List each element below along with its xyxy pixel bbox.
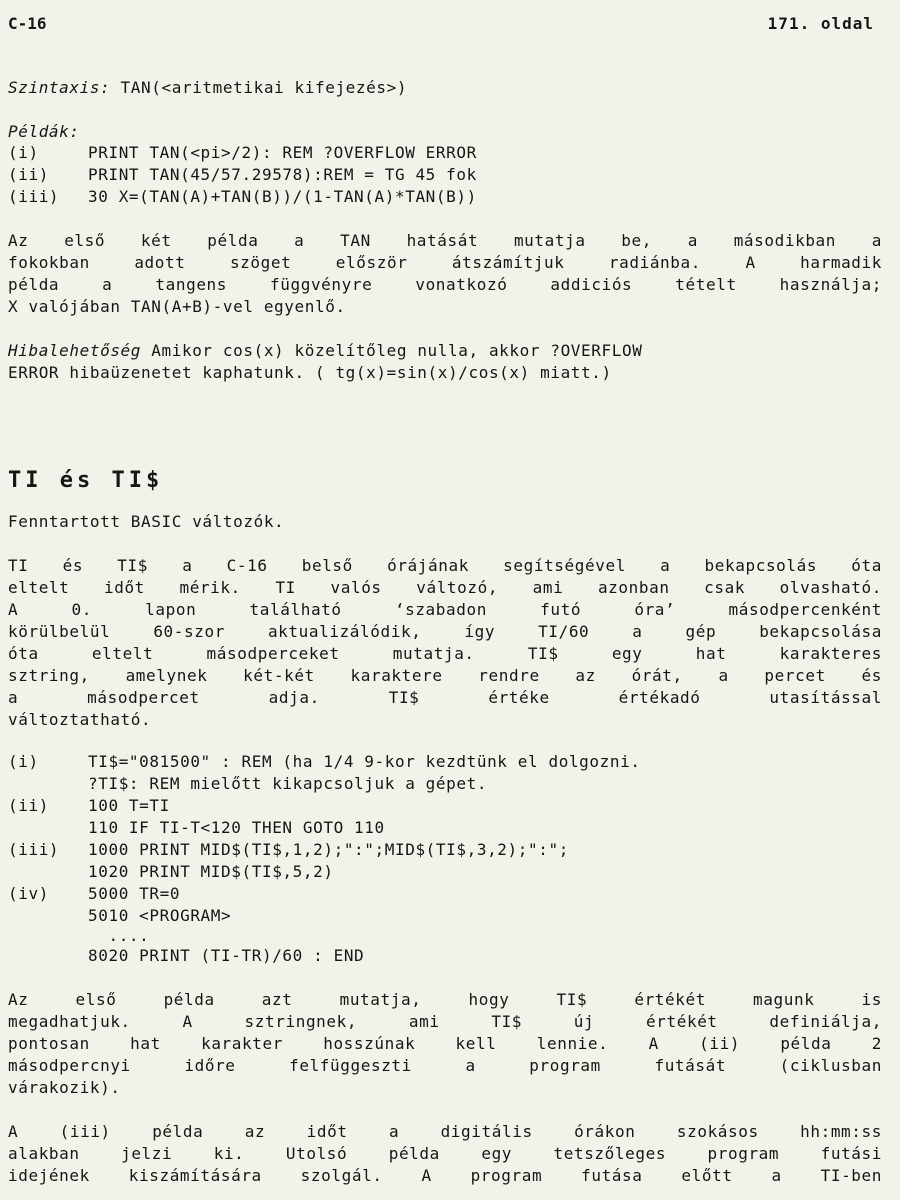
example-line <box>8 165 882 185</box>
code-line <box>8 796 882 816</box>
paragraph-line: A (iii) példa az időt a digitális órákon szokásos hh:mm:ss <box>8 1122 882 1141</box>
paragraph-line: eltelt időt mérik. TI valós változó, ami azonban csak olvasható. <box>8 578 882 597</box>
example-line <box>8 143 882 163</box>
code-text: ?TI$: REM mielőtt kikapcsoljuk a gépet. <box>88 774 488 793</box>
paragraph-line: pontosan hat karakter hosszúnak kell lennie. A (ii) példa 2 <box>8 1034 882 1053</box>
paragraph-line: alakban jelzi ki. Utolsó példa egy tetszőleges program futási <box>8 1144 882 1163</box>
syntax-line <box>8 78 882 98</box>
example-code: PRINT TAN(<pi>/2): REM ?OVERFLOW ERROR <box>88 143 477 162</box>
example-line <box>8 187 882 207</box>
code-text: .... <box>88 926 150 945</box>
paragraph-line: várakozik). <box>8 1078 121 1097</box>
code-label: (ii) <box>8 796 49 815</box>
paragraph-line: Az első két példa a TAN hatását mutatja be, a másodikban a <box>8 231 882 250</box>
error-text: Amikor cos(x) közelítőleg nulla, akkor ?OVERFLOW <box>141 341 643 360</box>
paragraph-line: sztring, amelynek két-két karaktere rendre az órát, a percet és <box>8 666 882 685</box>
code-text: 100 T=TI <box>88 796 170 815</box>
example-label: (ii) <box>8 165 49 184</box>
paragraph-line: Az első példa azt mutatja, hogy TI$ értékét magunk is <box>8 990 882 1009</box>
paragraph-line: körülbelül 60-szor aktualizálódik, így TI/60 a gép bekapcsolása <box>8 622 882 641</box>
code-line <box>8 884 882 904</box>
code-label: (iv) <box>8 884 49 903</box>
page-number: 171. oldal <box>767 14 874 33</box>
error-line: ERROR hibaüzenetet kaphatunk. ( tg(x)=sin(x)/cos(x) miatt.) <box>8 363 612 382</box>
example-code: PRINT TAN(45/57.29578):REM = TG 45 fok <box>88 165 477 184</box>
example-label: (i) <box>8 143 39 162</box>
error-label: Hibalehetőség <box>8 341 142 360</box>
paragraph-line: a másodpercet adja. TI$ értéke értékadó utasítással <box>8 688 882 707</box>
code-line <box>8 862 882 882</box>
syntax-text: TAN(<aritmetikai kifejezés>) <box>110 78 408 97</box>
paragraph-line: példa a tangens függvényre vonatkozó addiciós tételt használja; <box>8 275 882 294</box>
paragraph-line: A 0. lapon található ‘szabadon futó óra’ másodpercenként <box>8 600 882 619</box>
paragraph-line: TI és TI$ a C-16 belső órájának segítségével a bekapcsolás óta <box>8 556 882 575</box>
code-text: 5000 TR=0 <box>88 884 181 903</box>
paragraph-line: idejének kiszámítására szolgál. A program futása előtt a TI-ben <box>8 1166 882 1185</box>
paragraph-line: megadhatjuk. A sztringnek, ami TI$ új értékét definiálja, <box>8 1012 882 1031</box>
paragraph-line: X valójában TAN(A+B)-vel egyenlő. <box>8 297 346 316</box>
code-text: 1000 PRINT MID$(TI$,1,2);":";MID$(TI$,3,2);":"; <box>88 840 569 859</box>
code-line <box>8 752 882 772</box>
error-line <box>8 341 882 361</box>
paragraph-line: óta eltelt másodperceket mutatja. TI$ egy hat karakteres <box>8 644 882 663</box>
paragraph-line: fokokban adott szöget először átszámítjuk radiánba. A harmadik <box>8 253 882 272</box>
code-line <box>8 818 882 838</box>
paragraph-line: másodpercnyi időre felfüggeszti a program futását (ciklusban <box>8 1056 882 1075</box>
code-line <box>8 946 882 966</box>
examples-label: Példák: <box>8 122 80 141</box>
code-text: TI$="081500" : REM (ha 1/4 9-kor kezdtünk el dolgozni. <box>88 752 641 771</box>
code-line <box>8 906 882 926</box>
code-text: 8020 PRINT (TI-TR)/60 : END <box>88 946 365 965</box>
example-label: (iii) <box>8 187 60 206</box>
code-line <box>8 774 882 794</box>
section-subtitle: Fenntartott BASIC változók. <box>8 512 285 531</box>
header-left: C-16 <box>8 14 47 33</box>
code-label: (iii) <box>8 840 60 859</box>
code-label: (i) <box>8 752 39 771</box>
code-line <box>8 840 882 860</box>
code-text: 5010 <PROGRAM> <box>88 906 232 925</box>
syntax-label: Szintaxis: <box>8 78 111 97</box>
code-text: 110 IF TI-T<120 THEN GOTO 110 <box>88 818 385 837</box>
paragraph-line: változtatható. <box>8 710 152 729</box>
example-code: 30 X=(TAN(A)+TAN(B))/(1-TAN(A)*TAN(B)) <box>88 187 477 206</box>
code-line <box>8 926 882 946</box>
code-text: 1020 PRINT MID$(TI$,5,2) <box>88 862 334 881</box>
section-title: TI és TI$ <box>8 468 164 493</box>
